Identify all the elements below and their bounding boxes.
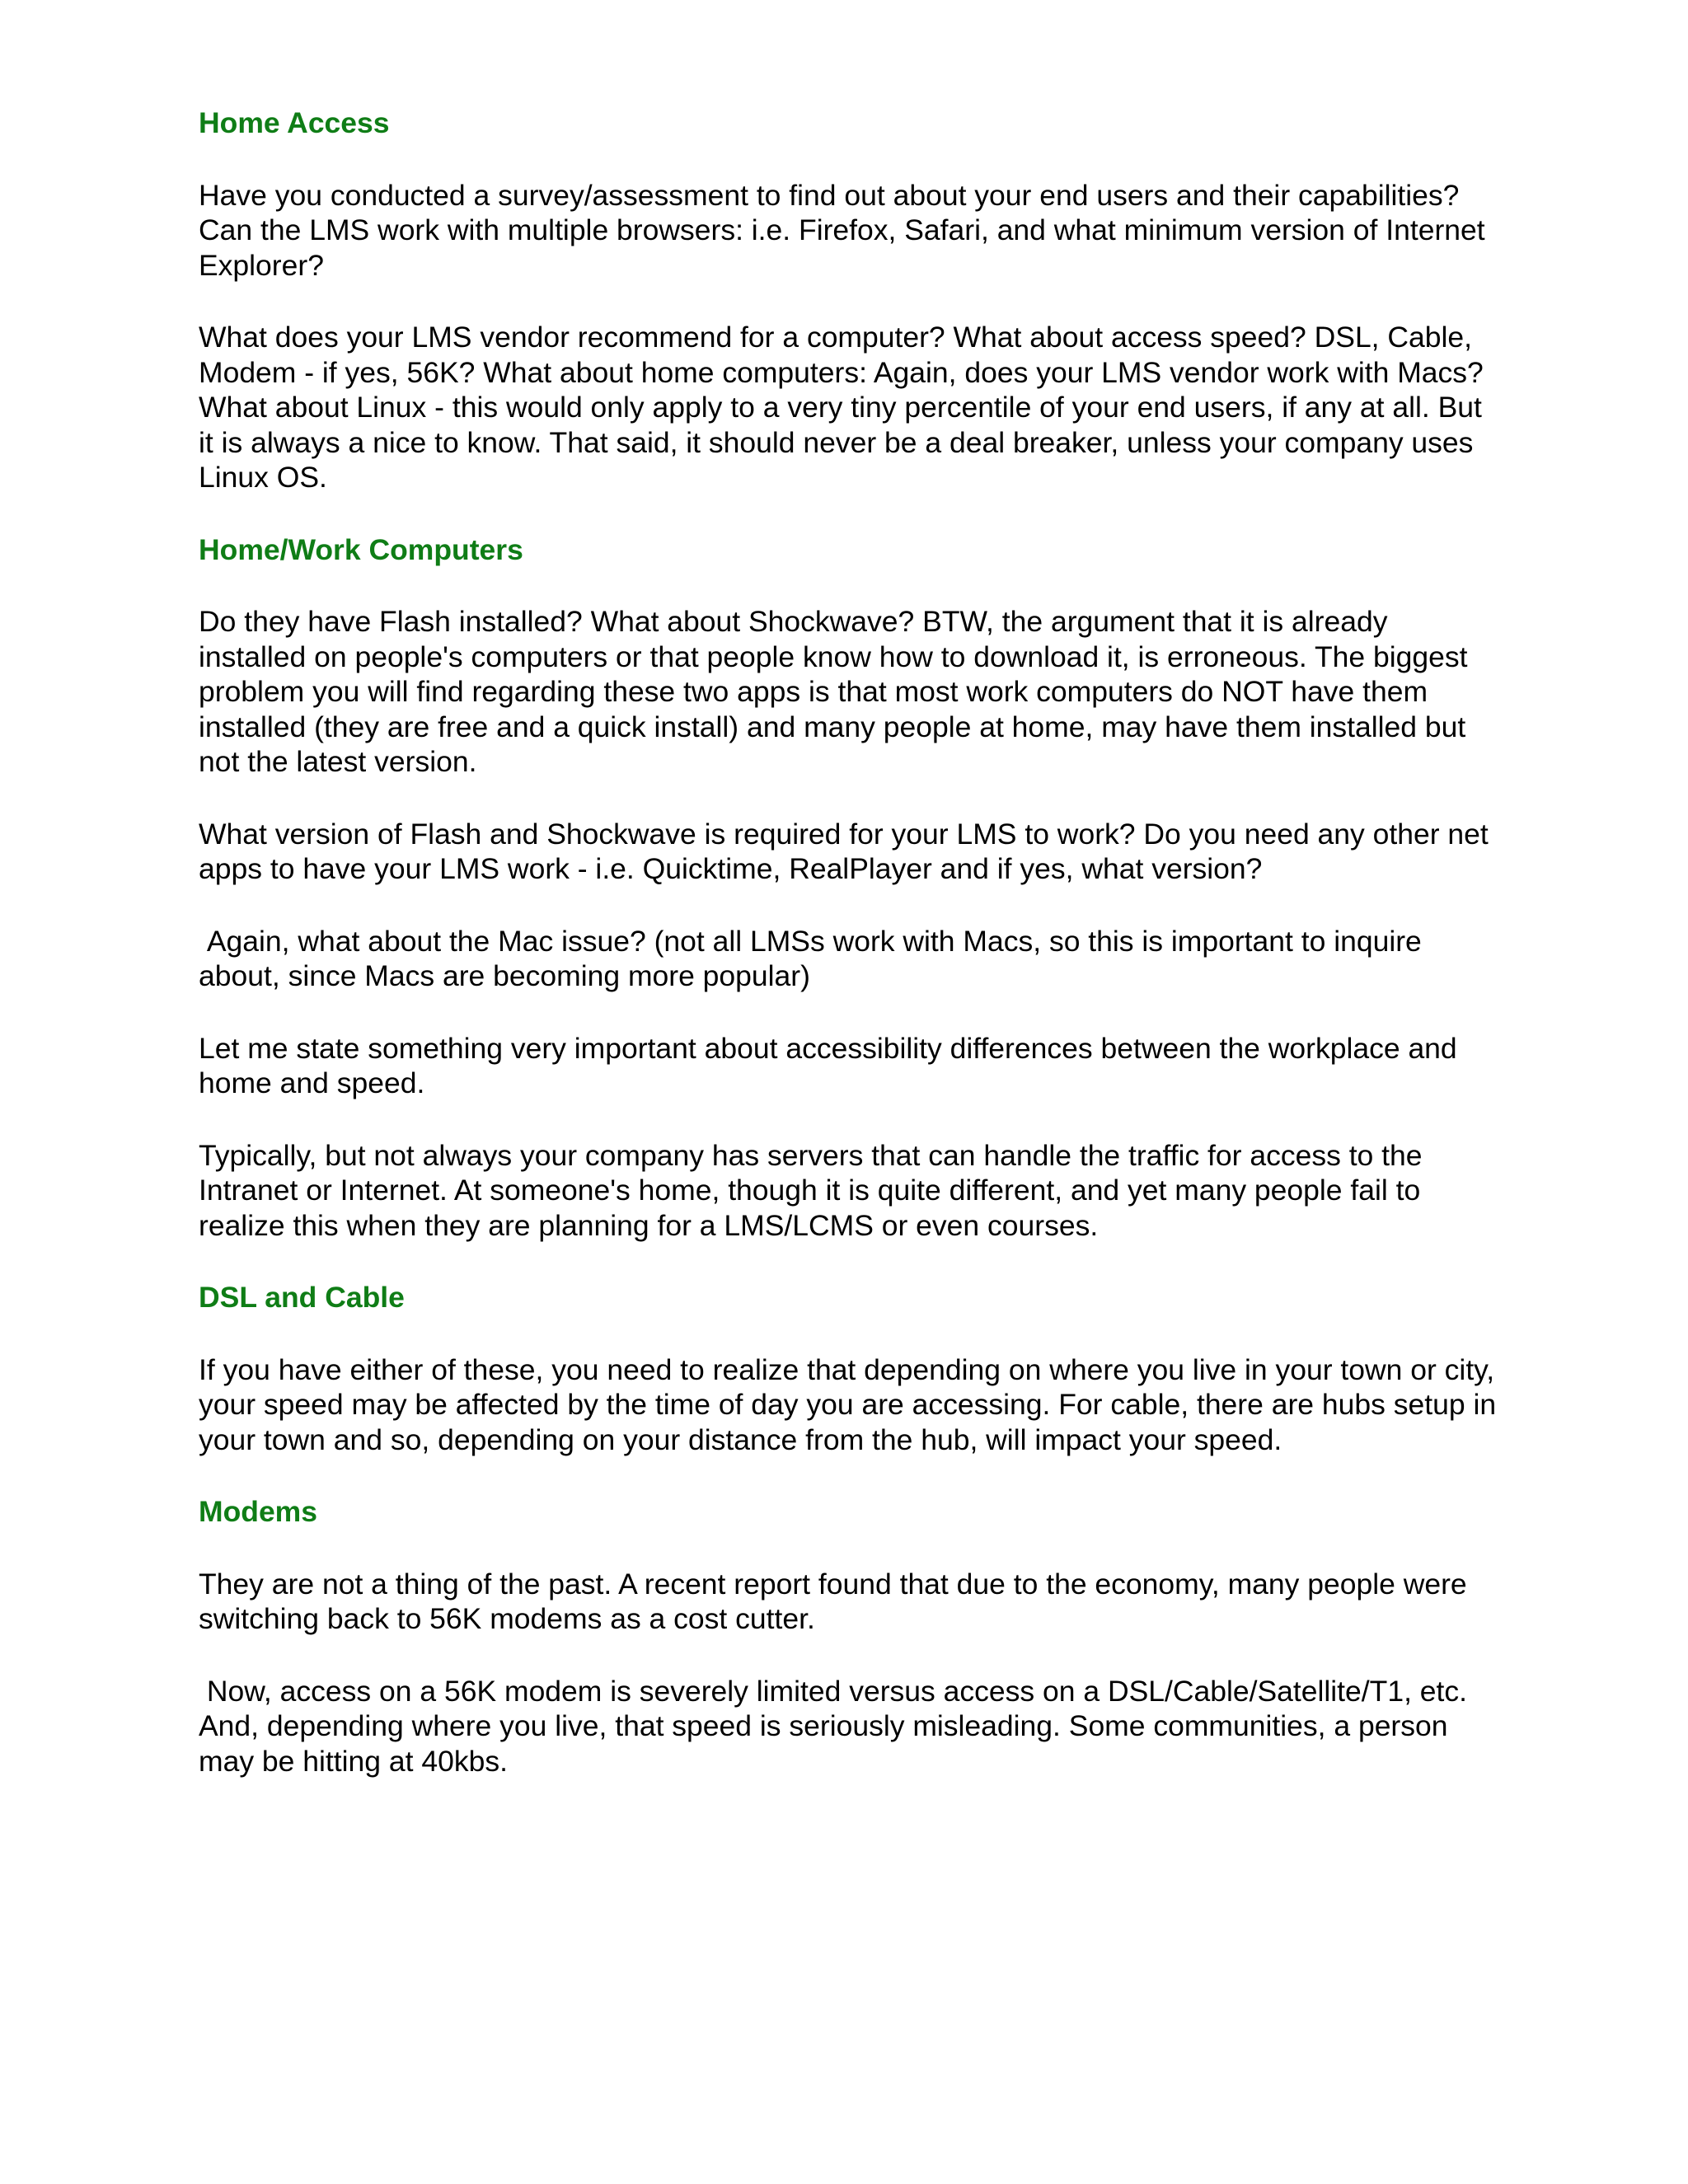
paragraph-modems-2: Now, access on a 56K modem is severely limited versus access on a DSL/Cable/Satellite/T1, etc. And, depending where you live, that speed is seriously misleading. Some communities, a person may be hitting at 40kbs. xyxy=(199,1674,1482,1778)
paragraph-home-access-1: Have you conducted a survey/assessment to find out about your end users and their capabilities? Can the LMS work with multiple browsers: i.e. Firefox, Safari, and what minimum version of Internet Explorer? xyxy=(199,178,1485,282)
heading-home-work-computers: Home/Work Computers xyxy=(199,532,523,566)
paragraph-modems-1: They are not a thing of the past. A recent report found that due to the economy, many people were switching back to 56K modems as a cost cutter. xyxy=(199,1567,1467,1635)
heading-modems: Modems xyxy=(199,1495,317,1528)
paragraph-home-work-2: What version of Flash and Shockwave is required for your LMS to work? Do you need any other net apps to have your LMS work - i.e. Quicktime, RealPlayer and if yes, what version? xyxy=(199,817,1489,885)
paragraph-home-work-1: Do they have Flash installed? What about Shockwave? BTW, the argument that it is already installed on people's computers or that people know how to download it, is erroneous. The biggest problem you will find regarding these two apps is that most work computers do NOT have them installed (they are free and a quick install) and many people at home, may have them installed but not the latest version. xyxy=(199,605,1468,778)
paragraph-home-work-4: Let me state something very important about accessibility differences between the workplace and home and speed. xyxy=(199,1031,1457,1099)
paragraph-home-work-3: Again, what about the Mac issue? (not all LMSs work with Macs, so this is important to inquire about, since Macs are becoming more popular) xyxy=(199,924,1430,992)
paragraph-home-work-5: Typically, but not always your company has servers that can handle the traffic for access to the Intranet or Internet. At someone's home, though it is quite different, and yet many people fail to realize this when they are planning for a LMS/LCMS or even courses. xyxy=(199,1138,1423,1242)
paragraph-dsl-cable-1: If you have either of these, you need to realize that depending on where you live in your town or city, your speed may be affected by the time of day you are accessing. For cable, there are hubs setup in your town and so, depending on your distance from the hub, will impact your speed. xyxy=(199,1352,1497,1456)
heading-dsl-cable: DSL and Cable xyxy=(199,1281,405,1314)
document-page xyxy=(199,105,1501,1816)
heading-home-access: Home Access xyxy=(199,106,390,139)
paragraph-home-access-2: What does your LMS vendor recommend for a computer? What about access speed? DSL, Cable, Modem - if yes, 56K? What about home computers: Again, does your LMS vendor work with Macs? What about Linux - this would only apply to a very tiny percentile of your end users, if any at all. But it is always a nice to know. That said, it should never be a deal breaker, unless your company uses Linux OS. xyxy=(199,321,1484,494)
